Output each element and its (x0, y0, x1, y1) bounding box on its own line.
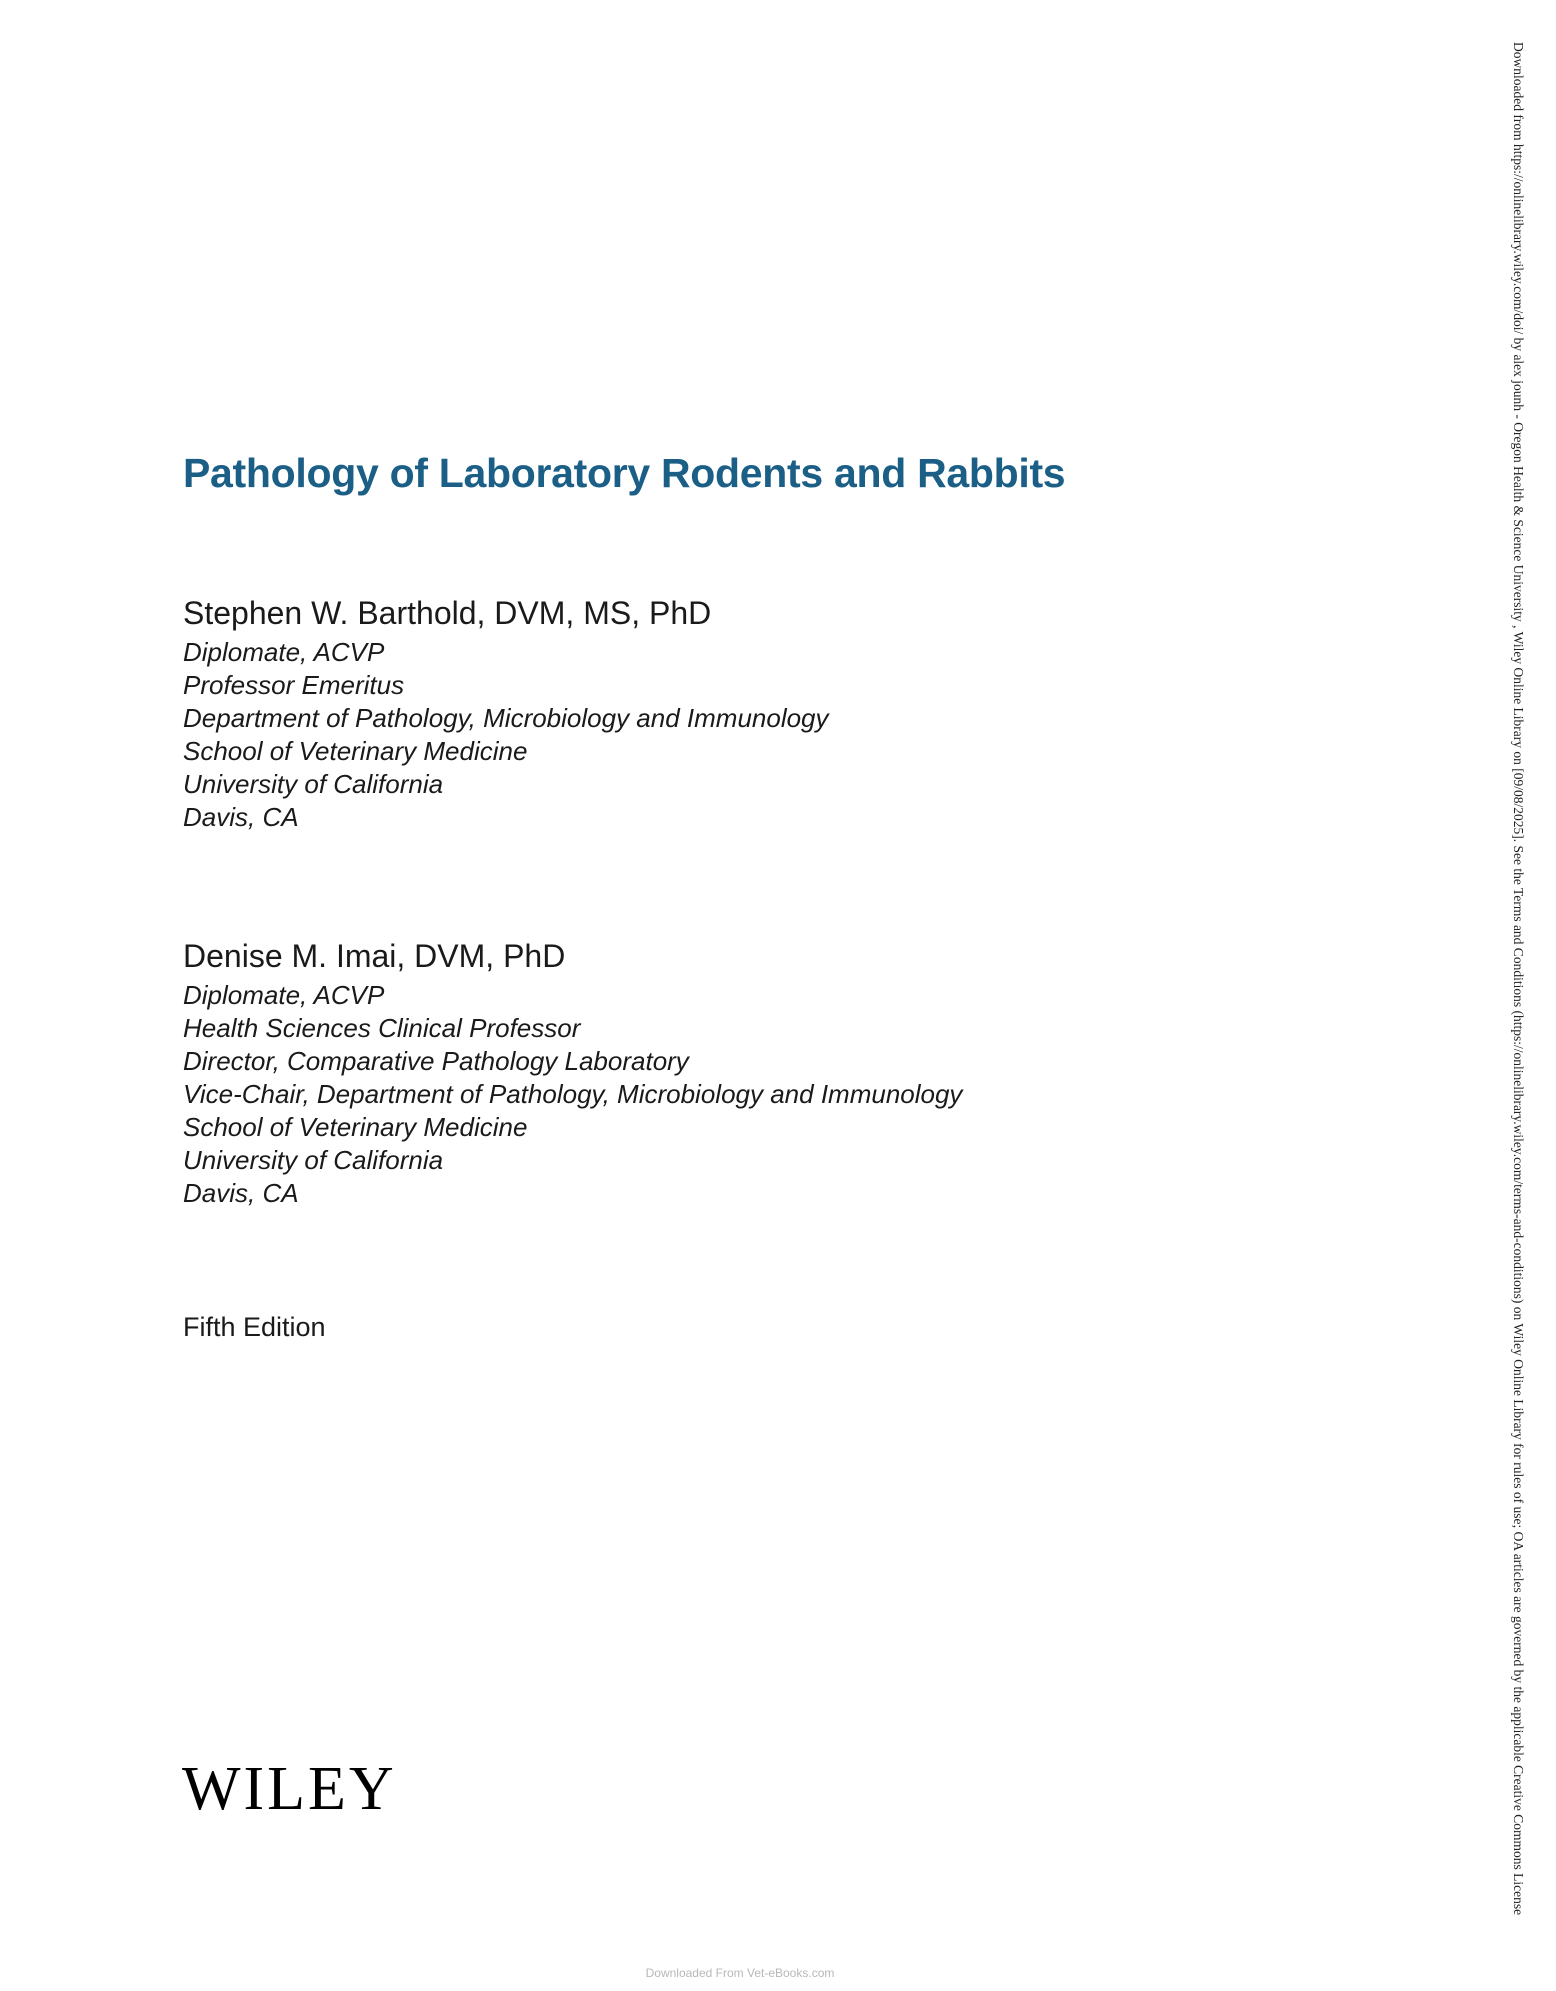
author-block-imai (183, 935, 962, 1210)
affiliation-line: Diplomate, ACVP (183, 637, 385, 667)
edition-label: Fifth Edition (183, 1312, 326, 1342)
author-block-barthold (183, 592, 829, 834)
affiliation-line: Davis, CA (183, 802, 299, 832)
affiliation-line: Department of Pathology, Microbiology and Immunology (183, 703, 829, 733)
affiliation-line: Professor Emeritus (183, 670, 405, 700)
affiliation-line: School of Veterinary Medicine (183, 736, 528, 766)
publisher-logo: WILEY (182, 1755, 397, 1823)
affiliation-line: Director, Comparative Pathology Laboratory (183, 1046, 689, 1076)
affiliation-line: University of California (183, 769, 444, 799)
affiliation-line: Diplomate, ACVP (183, 980, 385, 1010)
affiliation-line: School of Veterinary Medicine (183, 1112, 528, 1142)
footer-watermark: Downloaded From Vet-eBooks.com (645, 1966, 835, 1980)
affiliation-line: University of California (183, 1145, 444, 1175)
book-title: Pathology of Laboratory Rodents and Rabbits (183, 450, 1066, 496)
download-notice: Downloaded from https://onlinelibrary.wiley.com/doi/ by alex jounh - Oregon Health & Science University , Wiley Online Library on [09/08/2025]. See the Terms and Conditions (https://onlinelibrary.wiley.com/terms-and-conditions) on Wiley Online Library for rules of use; OA articles are governed by the applicable Creative Commons License (1511, 42, 1526, 1916)
affiliation-line: Health Sciences Clinical Professor (183, 1013, 581, 1043)
author-name: Stephen W. Barthold, DVM, MS, PhD (183, 595, 712, 631)
affiliation-line: Vice-Chair, Department of Pathology, Microbiology and Immunology (183, 1079, 963, 1109)
affiliation-line: Davis, CA (183, 1178, 299, 1208)
author-name: Denise M. Imai, DVM, PhD (183, 938, 566, 974)
